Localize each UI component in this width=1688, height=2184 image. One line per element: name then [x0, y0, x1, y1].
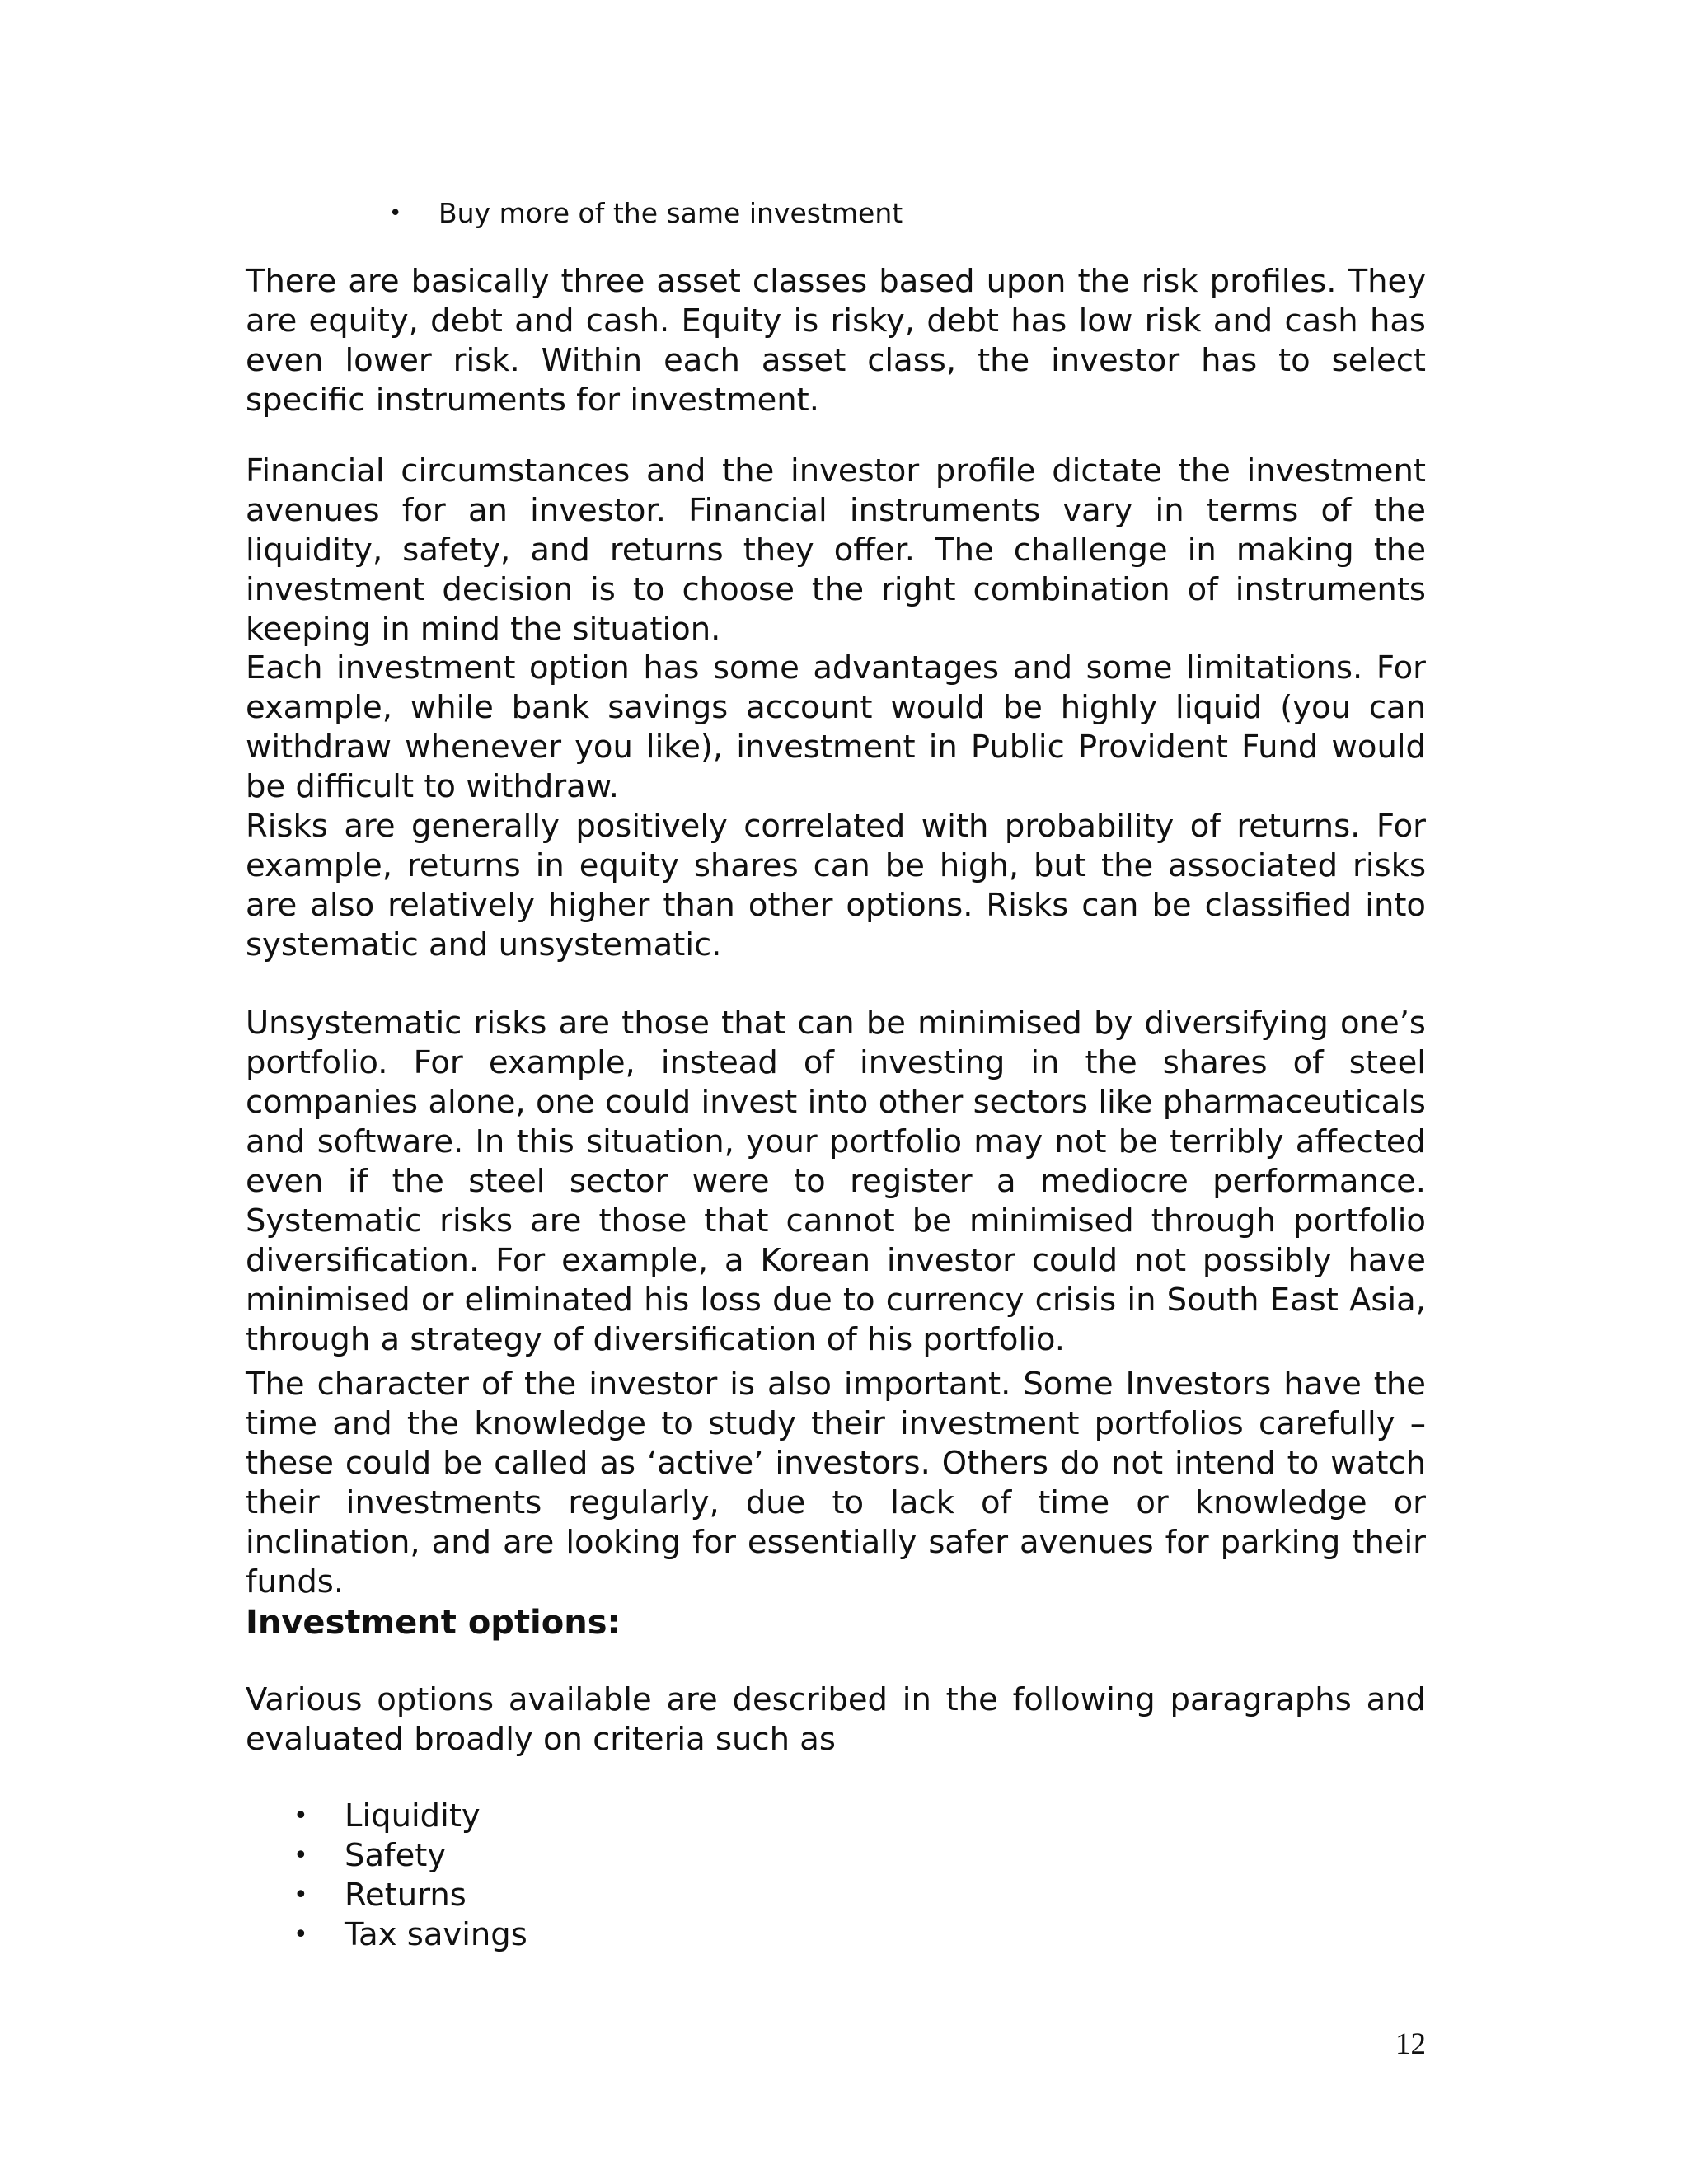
- list-item-text: Liquidity: [345, 1797, 481, 1835]
- paragraph-text: Each investment option has some advantages and some limitations. For example, while bank savings account would be highly liquid (you can withdraw whenever you like), investment in Public Provident Fund would be difficult to withdraw.: [246, 649, 1426, 805]
- section-heading: Investment options:: [246, 1604, 621, 1642]
- paragraph-asset-classes: [246, 262, 1426, 420]
- page-number: 12: [1395, 2027, 1426, 2061]
- paragraph-text: Risks are generally positively correlated with probability of returns. For example, returns in equity shares can be high, but the associated risks are also relatively higher than other options. Risks can be classified into systematic and unsystematic.: [246, 808, 1426, 963]
- paragraph-unsystematic-risks: [246, 1004, 1426, 1360]
- criteria-list: [293, 1797, 528, 1955]
- list-item: [293, 1915, 528, 1955]
- paragraph-text: The character of the investor is also important. Some Investors have the time and the knowledge to study their investment portfolios carefully – these could be called as ‘active’ investors. Others do not intend to watch their investments regularly, due to lack of time or knowledge or inclination, and are looking for essentially safer avenues for parking their funds.: [246, 1366, 1426, 1601]
- bullet-item-text: Buy more of the same investment: [438, 197, 903, 229]
- list-item: [293, 1876, 528, 1915]
- paragraph-text: Various options available are described in the following paragraphs and evaluated broadly on criteria such as: [246, 1681, 1426, 1758]
- list-item-text: Tax savings: [345, 1916, 528, 1953]
- paragraph-text: There are basically three asset classes based upon the risk profiles. They are equity, debt and cash. Equity is risky, debt has low risk and cash has even lower risk. Within each asset class, the investor has to select specific instruments for investment.: [246, 263, 1426, 419]
- bullet-icon: •: [389, 201, 402, 226]
- paragraph-text: Financial circumstances and the investor profile dictate the investment avenues for an investor. Financial instruments vary in terms of the liquidity, safety, and returns they offer. The challenge in making the investment decision is to choose the right combination of instruments keeping in mind the situation.: [246, 452, 1426, 648]
- paragraph-advantages-limitations: [246, 649, 1426, 807]
- paragraph-financial-circumstances: [246, 452, 1426, 649]
- bullet-icon: •: [293, 1841, 308, 1870]
- list-item-text: Safety: [345, 1837, 447, 1874]
- list-item: [293, 1797, 528, 1836]
- paragraph-investor-character: [246, 1365, 1426, 1602]
- paragraph-options-intro: [246, 1680, 1426, 1760]
- list-item: [293, 1836, 528, 1876]
- bullet-item: [389, 194, 903, 232]
- bullet-icon: •: [293, 1881, 308, 1910]
- bullet-icon: •: [293, 1920, 308, 1949]
- list-item-text: Returns: [345, 1877, 467, 1914]
- paragraph-text: Unsystematic risks are those that can be minimised by diversifying one’s portfolio. For example, instead of investing in the shares of steel companies alone, one could invest into other sectors like pharmaceuticals and software. In this situation, your portfolio may not be terribly affected even if the steel sector were to register a mediocre performance. Systematic risks are those that cannot be minimised through portfolio diversification. For example, a Korean investor could not possibly have minimised or eliminated his loss due to currency crisis in South East Asia, through a strategy of diversification of his portfolio.: [246, 1005, 1426, 1358]
- bullet-icon: •: [293, 1802, 308, 1830]
- paragraph-risks-returns: [246, 807, 1426, 965]
